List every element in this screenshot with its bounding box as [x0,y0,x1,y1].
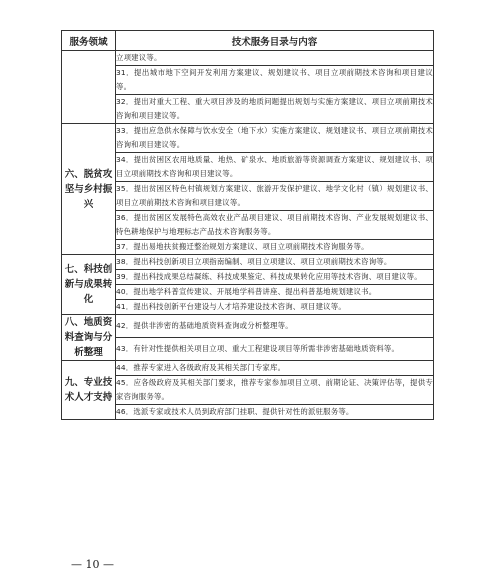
item-cell: 46．选派专家或技术人员到政府部门挂职、提供针对性的派驻服务等。 [116,405,434,420]
table-row [62,300,434,315]
item-cell: 35．提出贫困区特色村镇规划方案建议、旅游开发保护建议、地学文化村（镇）规划建议书、项目立项前期技术咨询和项目建议等。 [116,182,434,211]
item-cell: 38．提出科技创新项目立项指南编制、项目立项建议、项目立项前期技术咨询等。 [116,255,434,270]
table-row [62,66,434,95]
item-cell: 37．提出易地扶贫搬迁整治规划方案建议、项目立项前期技术咨询服务等。 [116,240,434,255]
item-cell: 31．提出城市地下空间开发利用方案建议、规划建议书、项目立项前期技术咨询和项目建议等。 [116,66,434,95]
table-row [62,51,434,66]
table-row [62,361,434,376]
category-cell: 六、脱贫攻坚与乡村振兴 [62,124,116,255]
page-number: — 10 — [71,558,114,571]
category-cell [62,51,116,124]
table-row [62,270,434,285]
item-cell: 42．提供非涉密的基础地质资料查询或分析整理等。 [116,315,434,338]
item-cell: 44．推荐专家进入各级政府及其相关部门专家库。 [116,361,434,376]
service-table [61,30,434,420]
table-row [62,376,434,405]
item-cell: 45．应各级政府及其相关部门要求，推荐专家参加项目立项、前期论证、决策评估等，提供专家咨询服务等。 [116,376,434,405]
item-cell: 43．有针对性提供相关项目立项、重大工程建设项目等所需非涉密基础地质资料等。 [116,338,434,361]
category-cell: 八、地质资料查询与分析整理 [62,315,116,361]
header-service-catalog: 技术服务目录与内容 [116,31,434,51]
table-header-row [62,31,434,51]
category-cell: 七、科技创新与成果转化 [62,255,116,315]
table-row [62,124,434,153]
header-service-field: 服务领域 [62,31,116,51]
item-cell: 32．提出对重大工程、重大项目涉及的地质问题提出规划与实施方案建议、项目立项前期技术咨询和项目建议等。 [116,95,434,124]
item-cell: 39．提出科技成果总结凝练、科技成果鉴定、科技成果转化应用等技术咨询、项目建议等。 [116,270,434,285]
item-cell: 立项建议等。 [116,51,434,66]
item-cell: 40．提出地学科普宣传建议、开展地学科普讲座、提出科普基地规划建议书。 [116,285,434,300]
table-row [62,153,434,182]
item-cell: 34．提出贫困区农用地质量、地热、矿泉水、地质旅游等资源调查方案建议、规划建议书、项目立项前期技术咨询和项目建议等。 [116,153,434,182]
table-row [62,405,434,420]
table-row [62,95,434,124]
table-row [62,315,434,338]
table-row [62,338,434,361]
table-row [62,240,434,255]
item-cell: 41．提出科技创新平台建设与人才培养建设技术咨询、项目建议等。 [116,300,434,315]
item-cell: 33．提出应急供水保障与饮水安全（地下水）实施方案建议、规划建议书、项目立项前期技术咨询和项目建议等。 [116,124,434,153]
table-row [62,255,434,270]
category-cell: 九、专业技术人才支持 [62,361,116,420]
table-row [62,285,434,300]
table-row [62,182,434,211]
item-cell: 36．提出贫困区发展特色高效农业产品项目建议、项目前期技术咨询、产业发展规划建议书、特色耕地保护与地理标志产品技术咨询服务等。 [116,211,434,240]
table-row [62,211,434,240]
